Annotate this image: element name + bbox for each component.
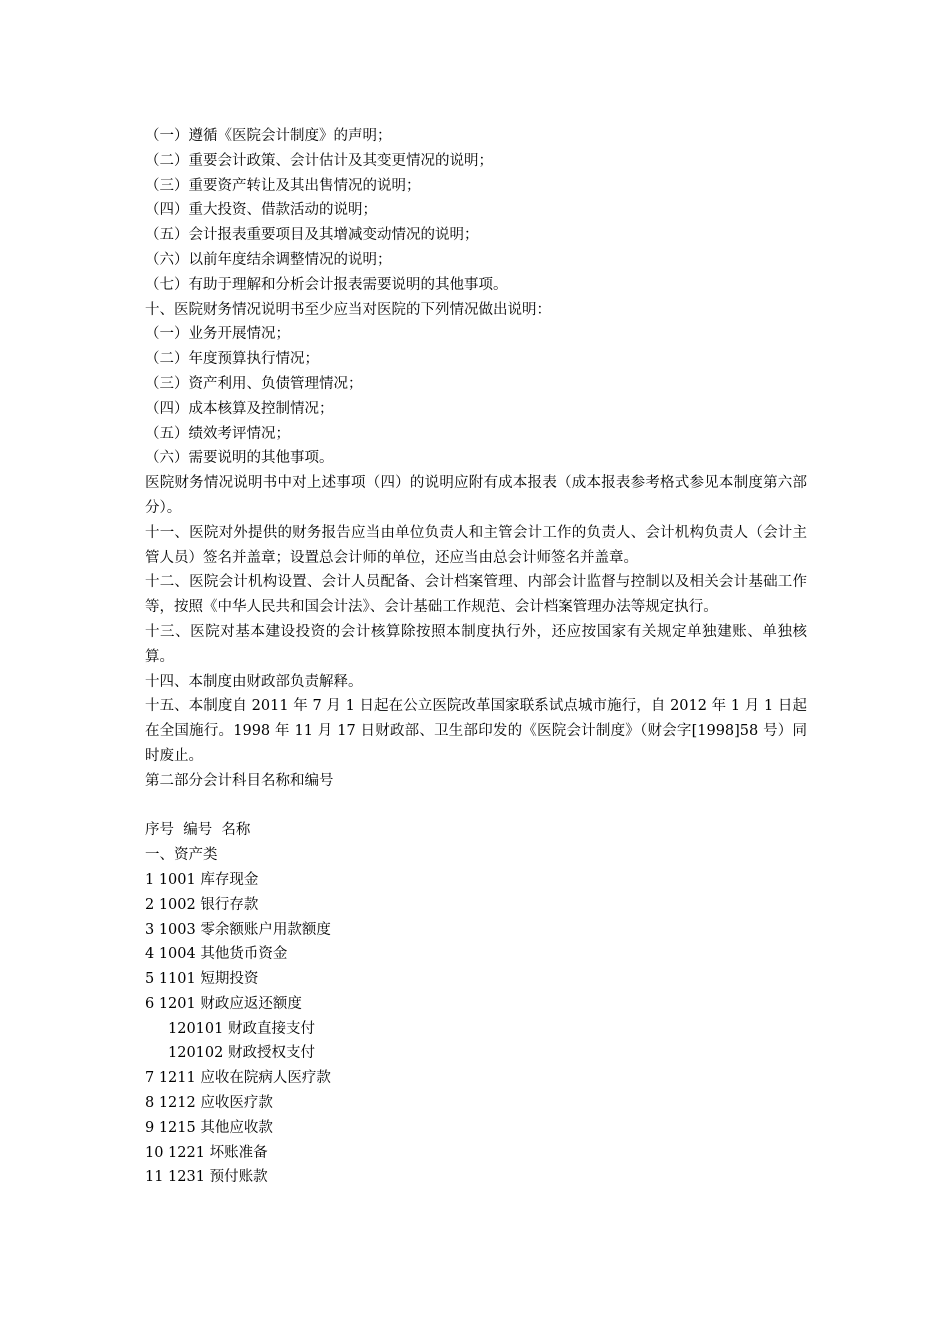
list-item: （三）重要资产转让及其出售情况的说明； (145, 177, 421, 194)
paragraph-14: 十四、本制度由财政部负责解释。 (145, 673, 363, 690)
list-item: （五）会计报表重要项目及其增减变动情况的说明； (145, 227, 479, 244)
blank-line (145, 794, 807, 819)
table-row: 7 1211 应收在院病人医疗款 (145, 1070, 331, 1087)
table-header: 序号 编号 名称 (145, 822, 251, 839)
table-row: 8 1212 应收医疗款 (145, 1095, 273, 1112)
paragraph-15: 十五、本制度自 2011 年 7 月 1 日起在公立医院改革国家联系试点城市施行，自 2012 年 1 月 1 日起在全国施行。1998 年 11 月 17 日财政部、卫生部印发的《医院会计制度》（财会字[1998]58 号）同时废止。 (145, 698, 807, 764)
section-heading-10: 十、医院财务情况说明书至少应当对医院的下列情况做出说明： (145, 301, 551, 318)
list-item: （二）重要会计政策、会计估计及其变更情况的说明； (145, 152, 493, 169)
paragraph-note: 医院财务情况说明书中对上述事项（四）的说明应附有成本报表（成本报表参考格式参见本制度第六部分）。 (145, 475, 807, 516)
paragraph-12: 十二、医院会计机构设置、会计人员配备、会计档案管理、内部会计监督与控制以及相关会计基础工作等，按照《中华人民共和国会计法》、会计基础工作规范、会计档案管理办法等规定执行。 (145, 574, 807, 616)
table-row: 2 1002 银行存款 (145, 896, 259, 913)
table-sub-row: 120101 财政直接支付 (168, 1020, 315, 1037)
list-item: （一）业务开展情况； (145, 326, 290, 343)
table-row: 5 1101 短期投资 (145, 971, 259, 988)
table-row: 10 1221 坏账准备 (145, 1144, 268, 1161)
table-row: 9 1215 其他应收款 (145, 1119, 273, 1136)
list-item: （二）年度预算执行情况； (145, 351, 319, 368)
list-item: （六）需要说明的其他事项。 (145, 450, 334, 467)
list-item: （四）成本核算及控制情况； (145, 400, 334, 417)
table-row: 4 1004 其他货币资金 (145, 946, 288, 963)
paragraph-11: 十一、医院对外提供的财务报告应当由单位负责人和主管会计工作的负责人、会计机构负责人（会计主管人员）签名并盖章；设置总会计师的单位，还应当由总会计师签名并盖章。 (145, 524, 807, 566)
table-row: 11 1231 预付账款 (145, 1169, 268, 1186)
document-body (145, 124, 807, 1190)
list-item: （六）以前年度结余调整情况的说明； (145, 251, 392, 268)
table-row: 3 1003 零余额账户用款额度 (145, 921, 331, 938)
part-two-heading: 第二部分会计科目名称和编号 (145, 772, 334, 789)
category-heading: 一、资产类 (145, 847, 218, 864)
table-row: 6 1201 财政应返还额度 (145, 995, 302, 1012)
list-item: （一）遵循《医院会计制度》的声明； (145, 128, 392, 144)
list-item: （三）资产利用、负债管理情况； (145, 375, 363, 392)
list-item: （五）绩效考评情况； (145, 425, 290, 442)
list-item: （七）有助于理解和分析会计报表需要说明的其他事项。 (145, 276, 508, 293)
table-sub-row: 120102 财政授权支付 (168, 1045, 315, 1062)
paragraph-13: 十三、医院对基本建设投资的会计核算除按照本制度执行外，还应按国家有关规定单独建账、单独核算。 (145, 623, 807, 665)
table-row: 1 1001 库存现金 (145, 871, 259, 888)
list-item: （四）重大投资、借款活动的说明； (145, 202, 377, 219)
